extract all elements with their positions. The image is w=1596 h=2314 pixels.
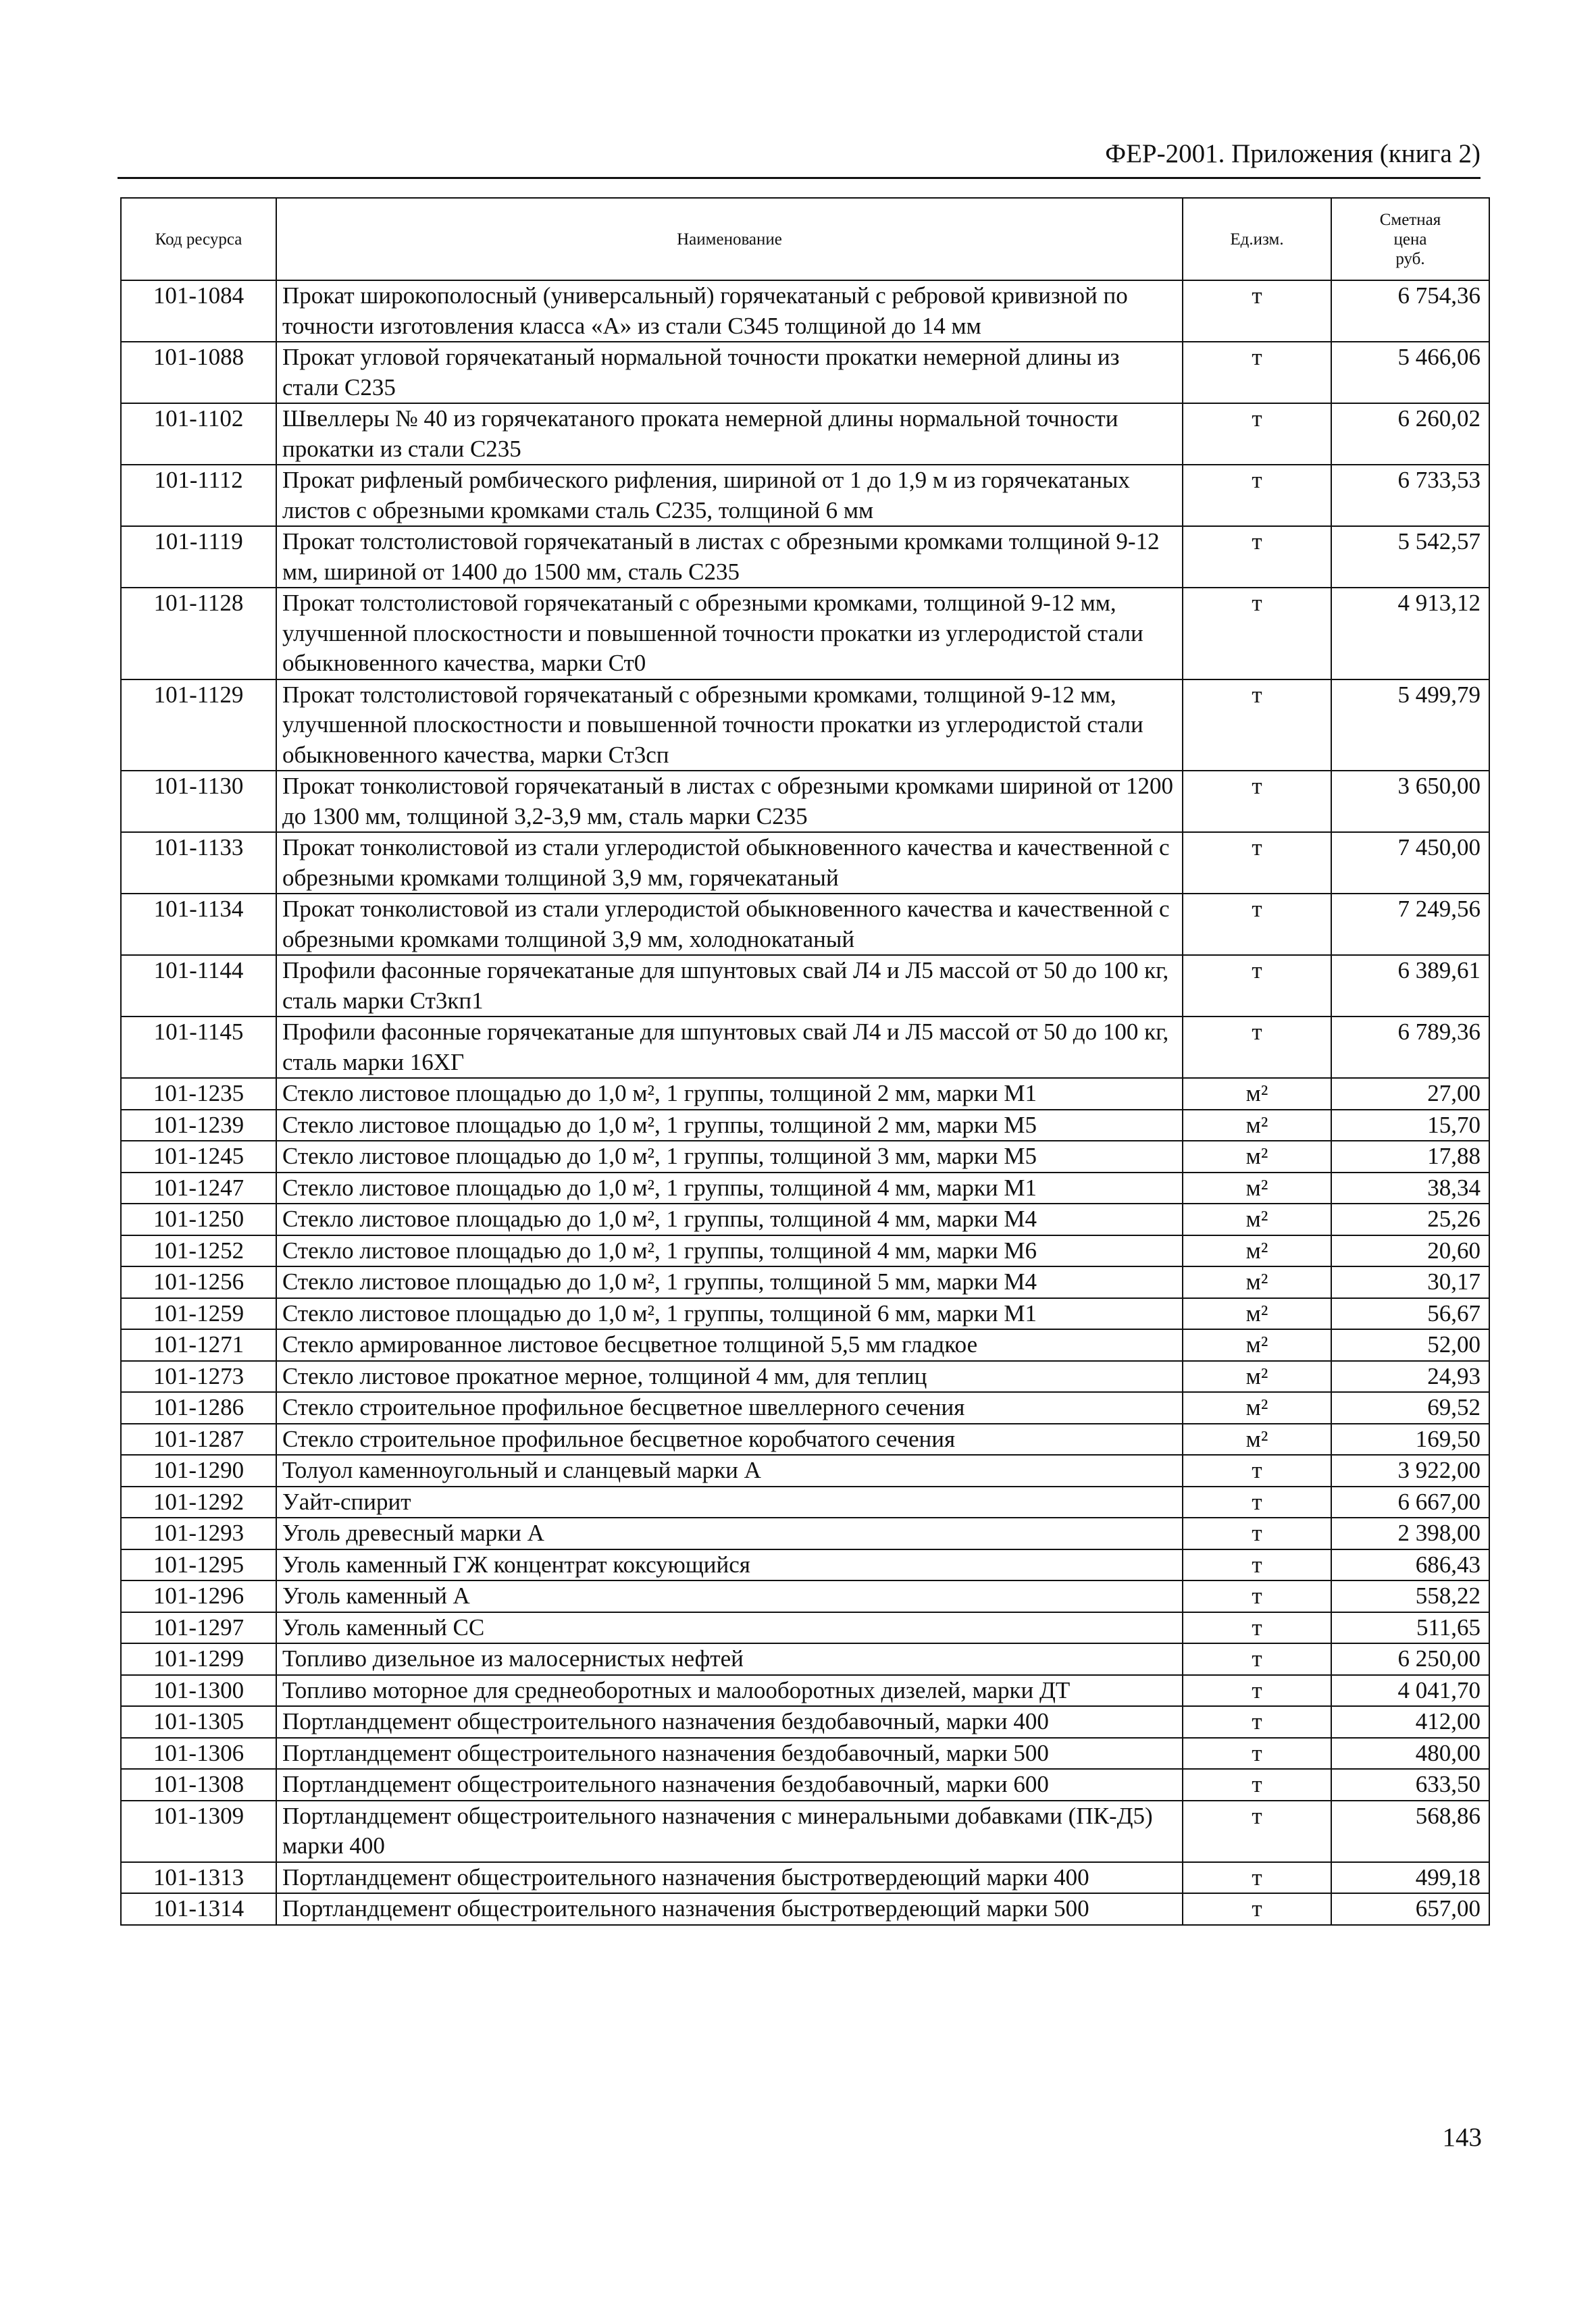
resource-code-cell: 101-1300 [121, 1675, 276, 1707]
price-cell: 6 754,36 [1331, 280, 1489, 342]
table-row [121, 771, 1489, 832]
resource-code-cell: 101-1084 [121, 280, 276, 342]
unit-cell: т [1183, 679, 1331, 771]
resource-name-cell: Стекло армированное листовое бесцветное толщиной 5,5 мм гладкое [276, 1329, 1183, 1361]
unit-cell: т [1183, 465, 1331, 526]
unit-cell: т [1183, 1893, 1331, 1925]
table-row [121, 1518, 1489, 1549]
table-row [121, 832, 1489, 894]
table-row [121, 1706, 1489, 1738]
price-cell: 480,00 [1331, 1738, 1489, 1770]
resource-name-cell: Портландцемент общестроительного назначения бездобавочный, марки 600 [276, 1769, 1183, 1801]
resource-code-cell: 101-1271 [121, 1329, 276, 1361]
price-cell: 4 913,12 [1331, 588, 1489, 679]
resource-code-cell: 101-1286 [121, 1392, 276, 1424]
table-row [121, 1361, 1489, 1393]
resource-name-cell: Стекло листовое площадью до 1,0 м², 1 группы, толщиной 4 мм, марки М4 [276, 1204, 1183, 1235]
unit-cell: м² [1183, 1078, 1331, 1110]
resource-name-cell: Толуол каменноугольный и сланцевый марки А [276, 1455, 1183, 1487]
price-cell: 27,00 [1331, 1078, 1489, 1110]
table-header-row [121, 198, 1489, 280]
unit-cell: т [1183, 342, 1331, 403]
unit-cell: т [1183, 1580, 1331, 1612]
resource-code-cell: 101-1296 [121, 1580, 276, 1612]
resource-name-cell: Уголь древесный марки А [276, 1518, 1183, 1549]
unit-cell: т [1183, 1862, 1331, 1894]
resource-name-cell: Прокат тонколистовой из стали углеродистой обыкновенного качества и качественной с обрезными кромками толщиной 3,9 мм, холоднокатаный [276, 894, 1183, 955]
unit-cell: т [1183, 526, 1331, 588]
resource-code-cell: 101-1309 [121, 1801, 276, 1862]
price-cell: 657,00 [1331, 1893, 1489, 1925]
resource-name-cell: Стекло строительное профильное бесцветное коробчатого сечения [276, 1424, 1183, 1456]
table-row [121, 1769, 1489, 1801]
resource-code-cell: 101-1250 [121, 1204, 276, 1235]
unit-cell: м² [1183, 1235, 1331, 1267]
resource-code-cell: 101-1129 [121, 679, 276, 771]
header-unit: Ед.изм. [1183, 198, 1331, 280]
unit-cell: м² [1183, 1424, 1331, 1456]
resource-code-cell: 101-1313 [121, 1862, 276, 1894]
resource-code-cell: 101-1273 [121, 1361, 276, 1393]
resource-name-cell: Прокат угловой горячекатаный нормальной точности прокатки немерной длины из стали С235 [276, 342, 1183, 403]
unit-cell: т [1183, 280, 1331, 342]
resource-name-cell: Профили фасонные горячекатаные для шпунтовых свай Л4 и Л5 массой от 50 до 100 кг, сталь марки Ст3кп1 [276, 955, 1183, 1017]
resource-name-cell: Уголь каменный ГЖ концентрат коксующийся [276, 1549, 1183, 1581]
unit-cell: т [1183, 1675, 1331, 1707]
table-row [121, 1141, 1489, 1173]
resource-code-cell: 101-1293 [121, 1518, 276, 1549]
unit-cell: т [1183, 1487, 1331, 1518]
resource-code-cell: 101-1306 [121, 1738, 276, 1770]
price-cell: 6 260,02 [1331, 403, 1489, 465]
resource-name-cell: Прокат толстолистовой горячекатаный с обрезными кромками, толщиной 9-12 мм, улучшенной плоскостности и повышенной точности прокатки из углеродистой стали обыкновенного качества, марки Ст0 [276, 588, 1183, 679]
price-cell: 38,34 [1331, 1173, 1489, 1204]
resource-code-cell: 101-1308 [121, 1769, 276, 1801]
table-row [121, 1424, 1489, 1456]
resource-name-cell: Уголь каменный СС [276, 1612, 1183, 1644]
table-row [121, 1643, 1489, 1675]
price-cell: 25,26 [1331, 1204, 1489, 1235]
unit-cell: м² [1183, 1141, 1331, 1173]
table-row [121, 342, 1489, 403]
table-row [121, 280, 1489, 342]
price-cell: 4 041,70 [1331, 1675, 1489, 1707]
resource-name-cell: Стекло листовое площадью до 1,0 м², 1 группы, толщиной 4 мм, марки М6 [276, 1235, 1183, 1267]
resource-code-cell: 101-1292 [121, 1487, 276, 1518]
resource-code-cell: 101-1128 [121, 588, 276, 679]
price-cell: 412,00 [1331, 1706, 1489, 1738]
resource-name-cell: Стекло листовое площадью до 1,0 м², 1 группы, толщиной 3 мм, марки М5 [276, 1141, 1183, 1173]
unit-cell: т [1183, 403, 1331, 465]
resource-name-cell: Портландцемент общестроительного назначения с минеральными добавками (ПК-Д5) марки 400 [276, 1801, 1183, 1862]
table-row [121, 1017, 1489, 1078]
table-row [121, 1487, 1489, 1518]
unit-cell: т [1183, 1455, 1331, 1487]
unit-cell: т [1183, 1738, 1331, 1770]
unit-cell: т [1183, 1549, 1331, 1581]
unit-cell: т [1183, 832, 1331, 894]
table-row [121, 1298, 1489, 1330]
price-cell: 568,86 [1331, 1801, 1489, 1862]
resource-name-cell: Прокат тонколистовой из стали углеродистой обыкновенного качества и качественной с обрезными кромками толщиной 3,9 мм, горячекатаный [276, 832, 1183, 894]
resource-name-cell: Прокат рифленый ромбического рифления, шириной от 1 до 1,9 м из горячекатаных листов с обрезными кромками сталь С235, толщиной 6 мм [276, 465, 1183, 526]
table-row [121, 1110, 1489, 1141]
table-row [121, 1862, 1489, 1894]
resource-name-cell: Стекло листовое прокатное мерное, толщиной 4 мм, для теплиц [276, 1361, 1183, 1393]
unit-cell: т [1183, 588, 1331, 679]
table-row [121, 679, 1489, 771]
unit-cell: т [1183, 1769, 1331, 1801]
header-price-line: Сметная [1379, 210, 1441, 229]
resource-code-cell: 101-1287 [121, 1424, 276, 1456]
unit-cell: м² [1183, 1361, 1331, 1393]
resource-code-cell: 101-1256 [121, 1266, 276, 1298]
resource-code-cell: 101-1297 [121, 1612, 276, 1644]
unit-cell: м² [1183, 1392, 1331, 1424]
resource-name-cell: Швеллеры № 40 из горячекатаного проката немерной длины нормальной точности прокатки из стали С235 [276, 403, 1183, 465]
resource-name-cell: Уголь каменный А [276, 1580, 1183, 1612]
resource-name-cell: Профили фасонные горячекатаные для шпунтовых свай Л4 и Л5 массой от 50 до 100 кг, сталь марки 16ХГ [276, 1017, 1183, 1078]
table-row [121, 1078, 1489, 1110]
price-cell: 7 249,56 [1331, 894, 1489, 955]
resource-code-cell: 101-1134 [121, 894, 276, 955]
price-cell: 2 398,00 [1331, 1518, 1489, 1549]
unit-cell: т [1183, 1612, 1331, 1644]
table-row [121, 1329, 1489, 1361]
table-body [121, 280, 1489, 1925]
resource-name-cell: Уайт-спирит [276, 1487, 1183, 1518]
price-cell: 6 789,36 [1331, 1017, 1489, 1078]
header-name: Наименование [276, 198, 1183, 280]
running-header: ФЕР-2001. Приложения (книга 2) [1105, 139, 1481, 168]
table-row [121, 1580, 1489, 1612]
table-row [121, 1612, 1489, 1644]
header-rule [118, 177, 1481, 179]
price-table [120, 197, 1490, 1926]
resource-code-cell: 101-1247 [121, 1173, 276, 1204]
table-row [121, 1173, 1489, 1204]
table-row [121, 1455, 1489, 1487]
resource-code-cell: 101-1305 [121, 1706, 276, 1738]
table-row [121, 1235, 1489, 1267]
unit-cell: м² [1183, 1110, 1331, 1141]
table-row [121, 1204, 1489, 1235]
resource-name-cell: Стекло листовое площадью до 1,0 м², 1 группы, толщиной 2 мм, марки М5 [276, 1110, 1183, 1141]
price-cell: 6 667,00 [1331, 1487, 1489, 1518]
table-row [121, 588, 1489, 679]
resource-code-cell: 101-1145 [121, 1017, 276, 1078]
resource-code-cell: 101-1102 [121, 403, 276, 465]
resource-code-cell: 101-1299 [121, 1643, 276, 1675]
unit-cell: т [1183, 1643, 1331, 1675]
resource-name-cell: Прокат тонколистовой горячекатаный в листах с обрезными кромками шириной от 1200 до 1300 мм, толщиной 3,2-3,9 мм, сталь марки С235 [276, 771, 1183, 832]
table-row [121, 1801, 1489, 1862]
resource-name-cell: Портландцемент общестроительного назначения быстротвердеющий марки 500 [276, 1893, 1183, 1925]
resource-code-cell: 101-1239 [121, 1110, 276, 1141]
unit-cell: т [1183, 894, 1331, 955]
price-cell: 17,88 [1331, 1141, 1489, 1173]
resource-name-cell: Топливо моторное для среднеоборотных и малооборотных дизелей, марки ДТ [276, 1675, 1183, 1707]
unit-cell: м² [1183, 1329, 1331, 1361]
price-cell: 686,43 [1331, 1549, 1489, 1581]
price-cell: 558,22 [1331, 1580, 1489, 1612]
resource-name-cell: Стекло листовое площадью до 1,0 м², 1 группы, толщиной 5 мм, марки М4 [276, 1266, 1183, 1298]
unit-cell: м² [1183, 1298, 1331, 1330]
table-row [121, 1893, 1489, 1925]
header-price-line: цена [1393, 230, 1427, 249]
resource-name-cell: Прокат толстолистовой горячекатаный в листах с обрезными кромками толщиной 9-12 мм, шириной от 1400 до 1500 мм, сталь С235 [276, 526, 1183, 588]
resource-code-cell: 101-1130 [121, 771, 276, 832]
header-price [1331, 198, 1489, 280]
price-cell: 15,70 [1331, 1110, 1489, 1141]
price-cell: 633,50 [1331, 1769, 1489, 1801]
unit-cell: м² [1183, 1266, 1331, 1298]
table-row [121, 955, 1489, 1017]
resource-code-cell: 101-1112 [121, 465, 276, 526]
price-cell: 5 466,06 [1331, 342, 1489, 403]
price-cell: 24,93 [1331, 1361, 1489, 1393]
resource-name-cell: Стекло листовое площадью до 1,0 м², 1 группы, толщиной 4 мм, марки М1 [276, 1173, 1183, 1204]
unit-cell: т [1183, 1017, 1331, 1078]
resource-code-cell: 101-1144 [121, 955, 276, 1017]
resource-code-cell: 101-1290 [121, 1455, 276, 1487]
resource-code-cell: 101-1235 [121, 1078, 276, 1110]
resource-code-cell: 101-1252 [121, 1235, 276, 1267]
resource-name-cell: Портландцемент общестроительного назначения быстротвердеющий марки 400 [276, 1862, 1183, 1894]
resource-code-cell: 101-1259 [121, 1298, 276, 1330]
price-cell: 52,00 [1331, 1329, 1489, 1361]
resource-code-cell: 101-1314 [121, 1893, 276, 1925]
price-cell: 56,67 [1331, 1298, 1489, 1330]
table-row [121, 1675, 1489, 1707]
resource-code-cell: 101-1133 [121, 832, 276, 894]
page-number: 143 [1442, 2123, 1482, 2152]
unit-cell: т [1183, 1706, 1331, 1738]
price-cell: 169,50 [1331, 1424, 1489, 1456]
resource-name-cell: Стекло строительное профильное бесцветное швеллерного сечения [276, 1392, 1183, 1424]
resource-name-cell: Стекло листовое площадью до 1,0 м², 1 группы, толщиной 6 мм, марки М1 [276, 1298, 1183, 1330]
table-row [121, 1392, 1489, 1424]
table-row [121, 1738, 1489, 1770]
price-cell: 6 733,53 [1331, 465, 1489, 526]
header-price-line: руб. [1395, 249, 1425, 268]
price-cell: 499,18 [1331, 1862, 1489, 1894]
resource-name-cell: Портландцемент общестроительного назначения бездобавочный, марки 500 [276, 1738, 1183, 1770]
resource-name-cell: Топливо дизельное из малосернистых нефтей [276, 1643, 1183, 1675]
price-cell: 30,17 [1331, 1266, 1489, 1298]
unit-cell: т [1183, 1518, 1331, 1549]
price-cell: 3 650,00 [1331, 771, 1489, 832]
price-cell: 511,65 [1331, 1612, 1489, 1644]
unit-cell: м² [1183, 1173, 1331, 1204]
table-row [121, 1549, 1489, 1581]
table-row [121, 465, 1489, 526]
price-cell: 3 922,00 [1331, 1455, 1489, 1487]
table-row [121, 403, 1489, 465]
resource-name-cell: Прокат широкополосный (универсальный) горячекатаный с ребровой кривизной по точности изготовления класса «А» из стали С345 толщиной до 14 мм [276, 280, 1183, 342]
unit-cell: м² [1183, 1204, 1331, 1235]
price-cell: 6 250,00 [1331, 1643, 1489, 1675]
resource-name-cell: Стекло листовое площадью до 1,0 м², 1 группы, толщиной 2 мм, марки М1 [276, 1078, 1183, 1110]
unit-cell: т [1183, 1801, 1331, 1862]
table-row [121, 894, 1489, 955]
price-cell: 7 450,00 [1331, 832, 1489, 894]
resource-code-cell: 101-1245 [121, 1141, 276, 1173]
price-cell: 69,52 [1331, 1392, 1489, 1424]
price-cell: 5 542,57 [1331, 526, 1489, 588]
resource-name-cell: Портландцемент общестроительного назначения бездобавочный, марки 400 [276, 1706, 1183, 1738]
price-cell: 20,60 [1331, 1235, 1489, 1267]
price-cell: 5 499,79 [1331, 679, 1489, 771]
resource-name-cell: Прокат толстолистовой горячекатаный с обрезными кромками, толщиной 9-12 мм, улучшенной плоскостности и повышенной точности прокатки из углеродистой стали обыкновенного качества, марки Ст3сп [276, 679, 1183, 771]
resource-code-cell: 101-1088 [121, 342, 276, 403]
unit-cell: т [1183, 955, 1331, 1017]
price-cell: 6 389,61 [1331, 955, 1489, 1017]
unit-cell: т [1183, 771, 1331, 832]
table-row [121, 1266, 1489, 1298]
table-row [121, 526, 1489, 588]
resource-code-cell: 101-1119 [121, 526, 276, 588]
resource-code-cell: 101-1295 [121, 1549, 276, 1581]
header-code: Код ресурса [121, 198, 276, 280]
